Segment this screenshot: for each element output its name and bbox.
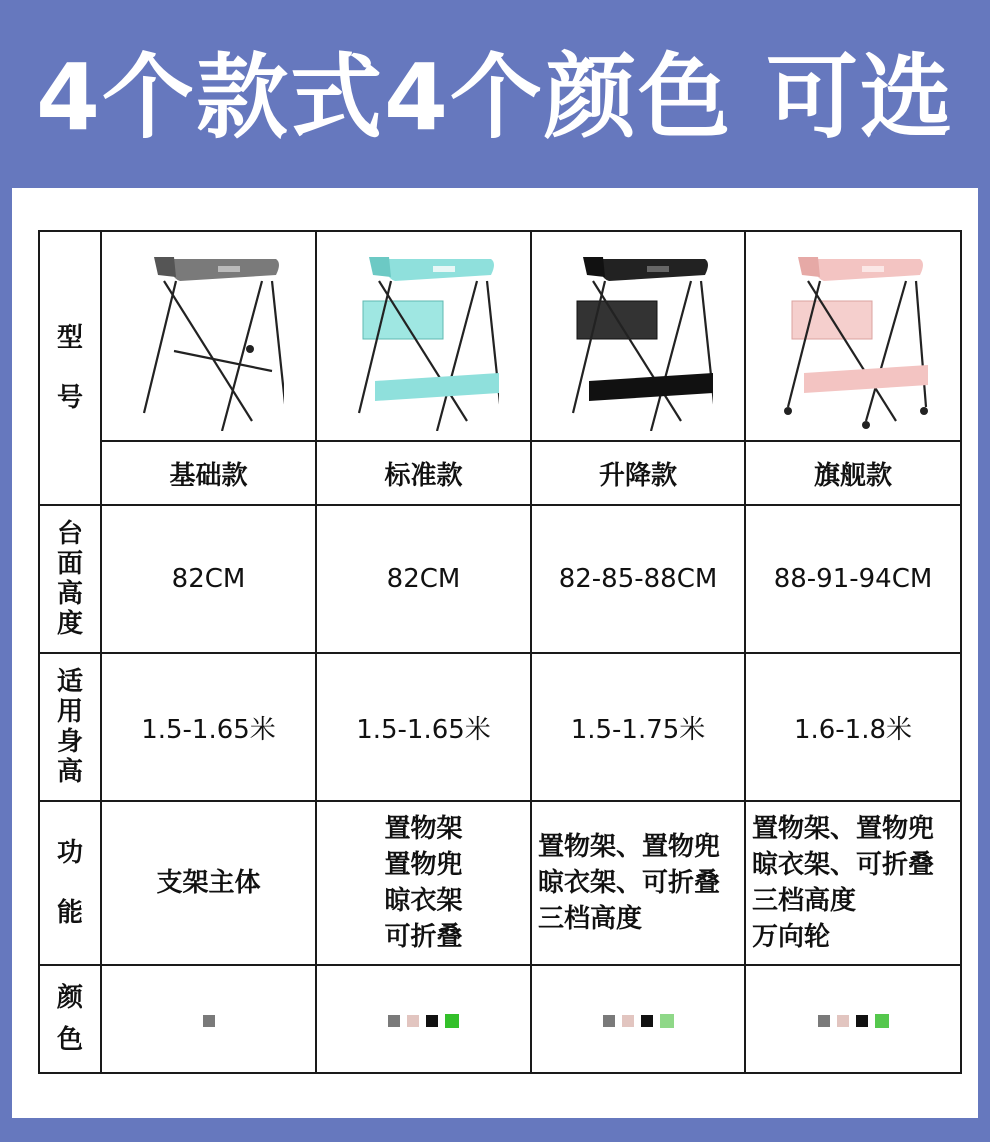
suitable-height-value: 1.5-1.65米	[316, 653, 531, 801]
table-height-row	[39, 505, 961, 653]
function-item: 三档高度	[538, 904, 643, 934]
color-swatches-lift	[531, 965, 745, 1073]
model-label: 型号	[56, 323, 83, 413]
color-swatch	[641, 1015, 653, 1027]
function-item: 可折叠	[384, 922, 463, 952]
product-name: 旗舰款	[745, 441, 961, 505]
title-banner	[0, 0, 990, 190]
changing-table-image	[563, 241, 713, 431]
color-swatch	[445, 1014, 459, 1028]
function-item: 晾衣架、可折叠	[538, 868, 721, 898]
table-height-value: 82CM	[316, 505, 531, 653]
function-item: 晾衣架	[384, 886, 463, 916]
color-swatch	[856, 1015, 868, 1027]
color-swatches-standard	[316, 965, 531, 1073]
model-name-row	[39, 441, 961, 505]
product-name: 升降款	[531, 441, 745, 505]
function-list-lift	[531, 801, 745, 965]
suitable-height-value: 1.5-1.65米	[101, 653, 316, 801]
suitable-height-value: 1.6-1.8米	[745, 653, 961, 801]
product-name: 标准款	[316, 441, 531, 505]
function-item: 支架主体	[156, 868, 261, 898]
color-swatch	[818, 1015, 830, 1027]
color-swatch	[837, 1015, 849, 1027]
suitable-height-row	[39, 653, 961, 801]
product-image-flagship	[745, 231, 961, 441]
function-label: 功能	[56, 838, 83, 928]
function-item: 晾衣架、可折叠	[752, 850, 935, 880]
function-item: 三档高度	[752, 886, 857, 916]
product-image-lift	[531, 231, 745, 441]
function-item: 置物架	[384, 814, 463, 844]
color-swatch	[426, 1015, 438, 1027]
changing-table-image	[778, 241, 928, 431]
function-item: 万向轮	[752, 922, 831, 952]
product-image-basic	[101, 231, 316, 441]
function-row-label	[39, 801, 101, 965]
spec-table	[38, 230, 962, 1074]
banner-title: 4个款式4个颜色 可选	[35, 44, 955, 151]
swatch-group	[818, 1014, 889, 1028]
color-swatch	[875, 1014, 889, 1028]
model-image-row	[39, 231, 961, 441]
table-height-value: 88-91-94CM	[745, 505, 961, 653]
product-name: 基础款	[101, 441, 316, 505]
function-list-basic	[101, 801, 316, 965]
function-list-standard	[316, 801, 531, 965]
table-height-row-label	[39, 505, 101, 653]
table-height-value: 82CM	[101, 505, 316, 653]
suitable-height-row-label	[39, 653, 101, 801]
function-list-flagship	[745, 801, 961, 965]
table-height-label: 台面高度	[56, 519, 83, 639]
function-item: 置物架、置物兜	[752, 814, 935, 844]
suitable-height-value: 1.5-1.75米	[531, 653, 745, 801]
color-swatches-flagship	[745, 965, 961, 1073]
swatch-group	[203, 1015, 215, 1027]
swatch-group	[603, 1014, 674, 1028]
changing-table-image	[134, 241, 284, 431]
table-height-value: 82-85-88CM	[531, 505, 745, 653]
model-row-label	[39, 231, 101, 505]
color-swatch	[203, 1015, 215, 1027]
color-swatch	[388, 1015, 400, 1027]
changing-table-image	[349, 241, 499, 431]
spec-panel	[12, 188, 978, 1118]
color-swatches-basic	[101, 965, 316, 1073]
suitable-height-label: 适用身高	[56, 667, 83, 787]
color-swatch	[407, 1015, 419, 1027]
function-item: 置物兜	[384, 850, 463, 880]
color-row-label	[39, 965, 101, 1073]
color-row	[39, 965, 961, 1073]
function-row	[39, 801, 961, 965]
swatch-group	[388, 1014, 459, 1028]
product-image-standard	[316, 231, 531, 441]
color-swatch	[660, 1014, 674, 1028]
color-swatch	[622, 1015, 634, 1027]
function-item: 置物架、置物兜	[538, 832, 721, 862]
color-swatch	[603, 1015, 615, 1027]
color-label: 颜色	[56, 983, 83, 1055]
